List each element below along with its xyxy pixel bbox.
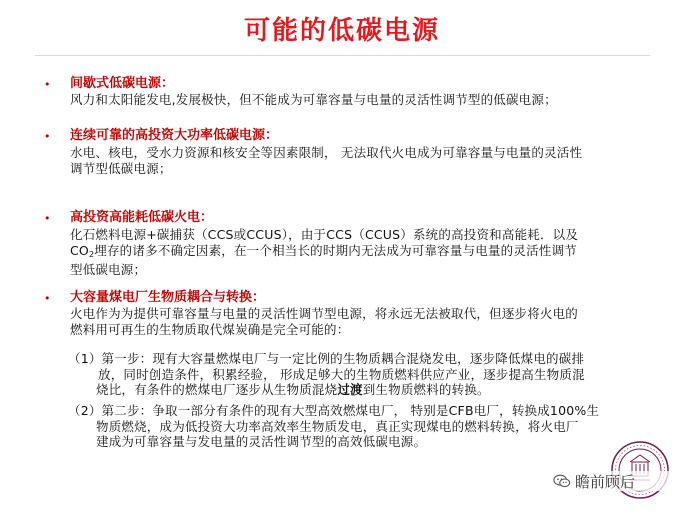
body-line: 水电、核电，受水力资源和核安全等因素限制， 无法取代火电成为可靠容量与电量的灵活性 xyxy=(70,145,583,160)
bullet-icon: • xyxy=(44,130,51,143)
section-heading-continuous: 连续可靠的高投资大功率低碳电源： xyxy=(70,128,279,143)
body-line: 燃料用可再生的生物质取代煤炭确是完全可能的： xyxy=(70,321,350,337)
step-line: （1）第一步：现有大容量燃煤电厂与一定比例的生物质耦合混烧发电，逐步降低煤电的碳排 xyxy=(68,351,585,366)
section-body-biomass xyxy=(70,306,578,337)
bullet-icon: • xyxy=(44,78,51,91)
section-heading-biomass: 大容量煤电厂生物质耦合与转换： xyxy=(70,290,266,305)
account-name: 瞻前顾后 xyxy=(575,472,636,491)
body-line: 型低碳电源； xyxy=(70,262,147,277)
co2-subscript: 2 xyxy=(88,249,95,259)
step-line xyxy=(68,382,585,398)
body-line xyxy=(70,243,578,263)
step-line: 物质燃烧，成为低投资大功率高效率生物质发电，真正实现煤电的燃料转换，将火电厂 xyxy=(96,418,579,434)
step-two xyxy=(68,403,599,450)
step-one xyxy=(68,351,585,398)
section-heading-high-investment: 高投资高能耗低碳火电： xyxy=(70,210,214,225)
step-line: （2）第二步：争取一部分有条件的现有大型高效燃煤电厂， 特别是CFB电厂，转换成100%生 xyxy=(68,403,600,418)
page-title: 可能的低碳电源 xyxy=(243,16,440,46)
body-line: 风力和太阳能发电,发展极快，但不能成为可靠容量与电量的灵活性调节型的低碳电源； xyxy=(70,92,557,107)
body-line: 调节型低碳电源； xyxy=(70,160,172,176)
wechat-watermark xyxy=(553,471,677,491)
step-line: 建成为可靠容量与发电量的灵活性调节型的高效低碳电源。 xyxy=(96,434,427,449)
title-divider xyxy=(35,55,650,56)
body-line: 火电作为为提供可靠容量与电量的灵活性调节型电源，将永远无法被取代，但逐步将火电的 xyxy=(70,306,579,321)
step-text: 烧比，有条件的燃煤电厂逐步从生物质混烧 xyxy=(96,382,338,397)
bullet-icon: • xyxy=(44,292,51,305)
body-line-rest: 埋存的诸多不确定因素，在一个相当长的时期内无法成为可靠容量与电量的灵活性调节 xyxy=(94,242,577,258)
step-text: 到生物质燃料的转换。 xyxy=(362,382,490,397)
wechat-icon xyxy=(553,473,571,489)
co2-text: CO xyxy=(70,242,89,258)
section-body-continuous xyxy=(70,145,582,176)
bullet-icon: • xyxy=(44,212,51,225)
step-bold-text: 过渡 xyxy=(337,382,363,397)
section-body-intermittent xyxy=(70,92,557,108)
section-heading-intermittent: 间歇式低碳电源： xyxy=(70,76,175,91)
body-line: 化石燃料电源+碳捕获（CCS或CCUS），由于CCS（CCUS）系统的高投资和高能耗．以及 xyxy=(70,227,579,242)
section-body-high-investment xyxy=(70,227,578,278)
step-line: 放，同时创造条件，积累经验， 形成足够大的生物质燃料供应产业，逐步提高生物质混 xyxy=(98,366,585,382)
